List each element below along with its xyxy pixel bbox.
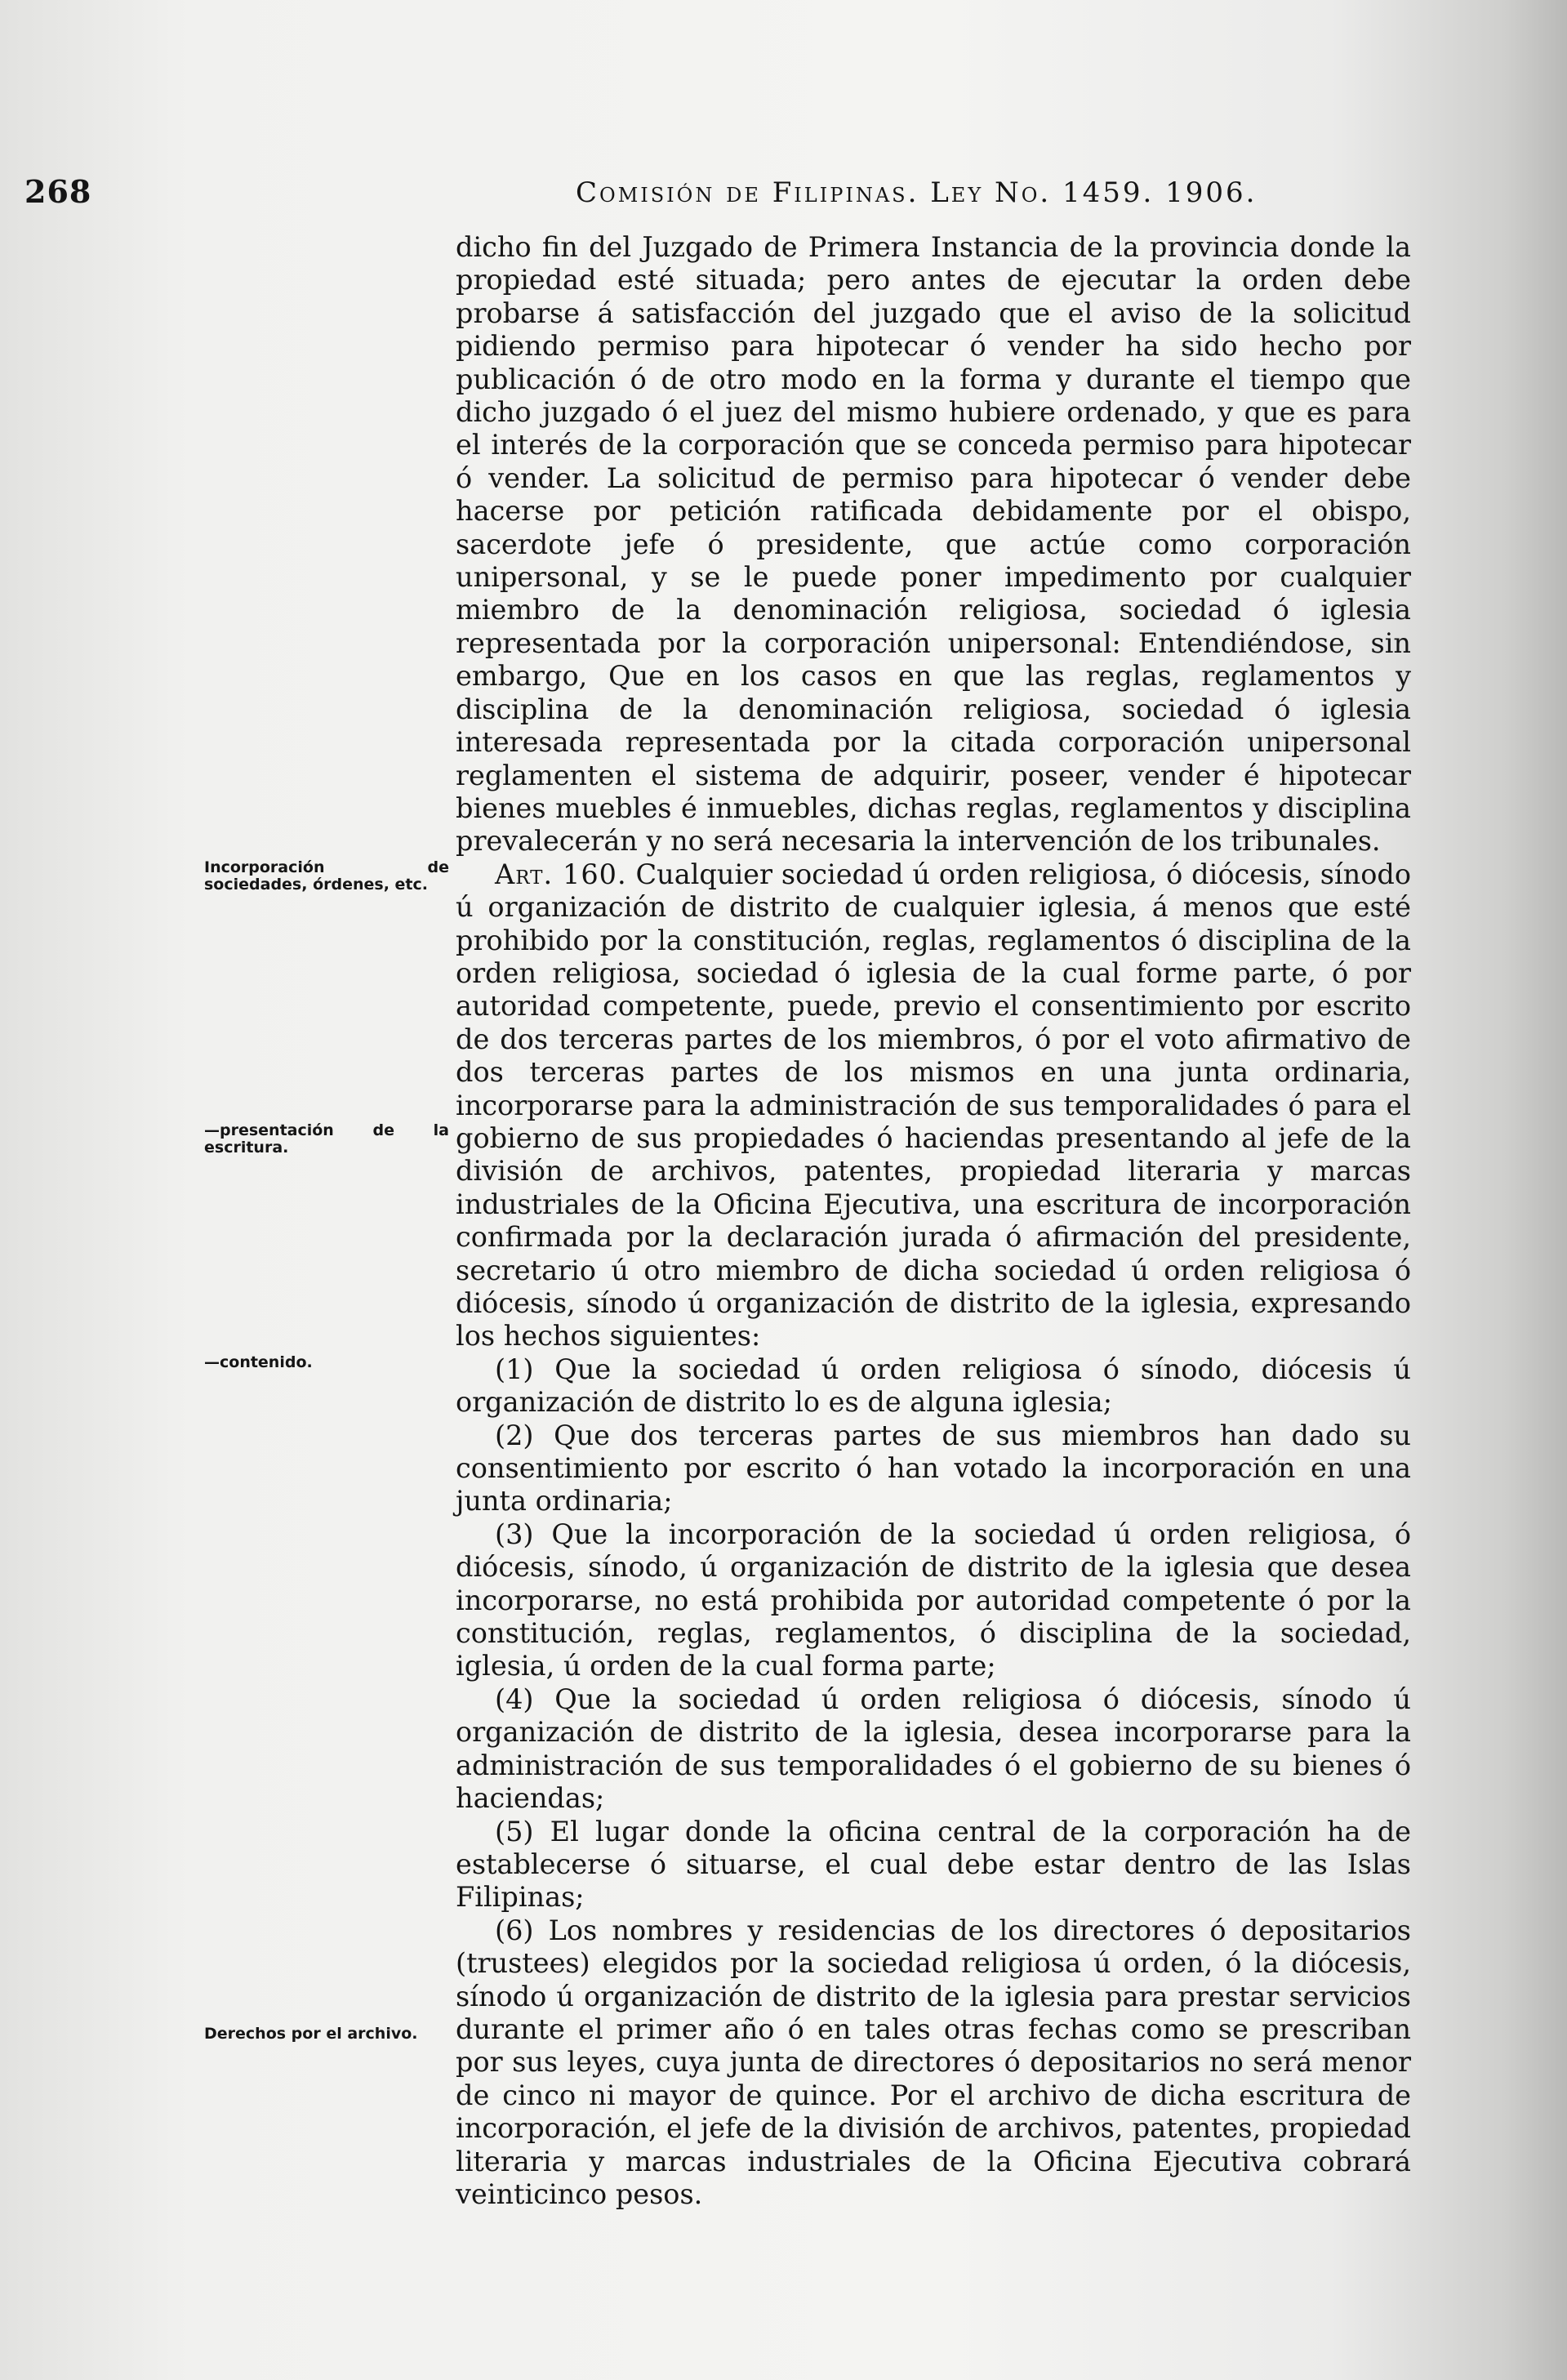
paragraph-continuation: dicho fin del Juzgado de Primera Instancia de la provincia donde la propiedad esté situada; pero antes de ejecutar la orden debe probarse á satisfacción del juzgado que el aviso de la solicitud pidiendo permiso para hipotecar ó vender ha sido hecho por publicación ó de otro modo en la forma y durante el tiempo que dicho juzgado ó el juez del mismo hubiere ordenado, y que es para el interés de la corporación que se conceda permiso para hipotecar ó vender. La solicitud de permiso para hipotecar ó vender debe hacerse por petición ratificada debidamente por el obispo, sacerdote jefe ó presidente, que actúe como corporación unipersonal, y se le puede poner impedimento por cualquier miembro de la denominación religiosa, sociedad ó iglesia representada por la corporación unipersonal: Entendiéndose, sin embargo, Que en los casos en que las reglas, reglamentos y disciplina de la denominación religiosa, sociedad ó iglesia interesada representada por la citada corporación unipersonal reglamenten el sistema de adquirir, poseer, vender é hipotecar bienes muebles é inmuebles, dichas reglas, reglamentos y disciplina prevalecerán y no será necesaria la intervención de los tribunales. <box>456 231 1411 858</box>
fact-item-2: (2) Que dos terceras partes de sus miembros han dado su consentimiento por escrito ó han votado la incorporación en una junta ordinaria; <box>456 1419 1411 1518</box>
fact-item-1: (1) Que la sociedad ú orden religiosa ó sínodo, diócesis ú organización de distrito lo es de alguna iglesia; <box>456 1353 1411 1419</box>
page-number: 268 <box>24 173 92 210</box>
margin-notes <box>204 0 449 2380</box>
fact-item-3: (3) Que la incorporación de la sociedad ú orden religiosa, ó diócesis, sínodo, ú organización de distrito de la iglesia que desea incorporarse, no está prohibida por autoridad competente ó por la constitución, reglas, reglamentos, ó disciplina de la sociedad, iglesia, ú orden de la cual forma parte; <box>456 1518 1411 1682</box>
margin-note-contenido: —contenido. <box>204 1353 313 1371</box>
margin-note-incorporacion: Incorporación de sociedades, órdenes, etc. <box>204 858 449 894</box>
margin-note-derechos: Derechos por el archivo. <box>204 2025 418 2043</box>
margin-note-presentacion: —presentación de la escritura. <box>204 1121 449 1157</box>
fact-item-6: (6) Los nombres y residencias de los directores ó depositarios (trustees) elegidos por la sociedad religiosa ú orden, ó la diócesis, sínodo ú organización de distrito de la iglesia para prestar servicios durante el primer año ó en tales otras fechas como se prescriban por sus leyes, cuya junta de directores ó depositarios no será menor de cinco ni mayor de quince. Por el archivo de dicha escritura de incorporación, el jefe de la división de archivos, patentes, propiedad literaria y marcas industriales de la Oficina Ejecutiva cobrará veinticinco pesos. <box>456 1914 1411 2210</box>
running-head: Comisión de Filipinas. Ley No. 1459. 1906. <box>576 176 1258 209</box>
fact-item-5: (5) El lugar donde la oficina central de la corporación ha de establecerse ó situarse, el cual debe estar dentro de las Islas Filipinas; <box>456 1815 1411 1914</box>
fact-item-4: (4) Que la sociedad ú orden religiosa ó diócesis, sínodo ú organización de distrito de la iglesia, desea incorporarse para la administración de sus temporalidades ó el gobierno de su bienes ó haciendas; <box>456 1682 1411 1815</box>
article-160-paragraph <box>456 858 1411 1353</box>
article-label: Art. 160. <box>495 858 627 890</box>
article-160-text: Cualquier sociedad ú orden religiosa, ó diócesis, sínodo ú organización de distrito de cualquier iglesia, á menos que esté prohibido por la constitución, reglas, reglamentos ó disciplina de la orden religiosa, sociedad ó iglesia de la cual forme parte, ó por autoridad competente, puede, previo el consentimiento por escrito de dos terceras partes de los miembros, ó por el voto afirmativo de dos terceras partes de los mismos en una junta ordinaria, incorporarse para la administración de sus temporalidades ó para el gobierno de sus propiedades ó haciendas presentando al jefe de la división de archivos, patentes, propiedad literaria y marcas industriales de la Oficina Ejecutiva, una escritura de incorporación confirmada por la declaración jurada ó afirmación del presidente, secretario ú otro miembro de dicha sociedad ú orden religiosa ó diócesis, sínodo ú organización de distrito de la iglesia, expresando los hechos siguientes: <box>456 858 1412 1353</box>
body-text <box>456 231 1411 2211</box>
